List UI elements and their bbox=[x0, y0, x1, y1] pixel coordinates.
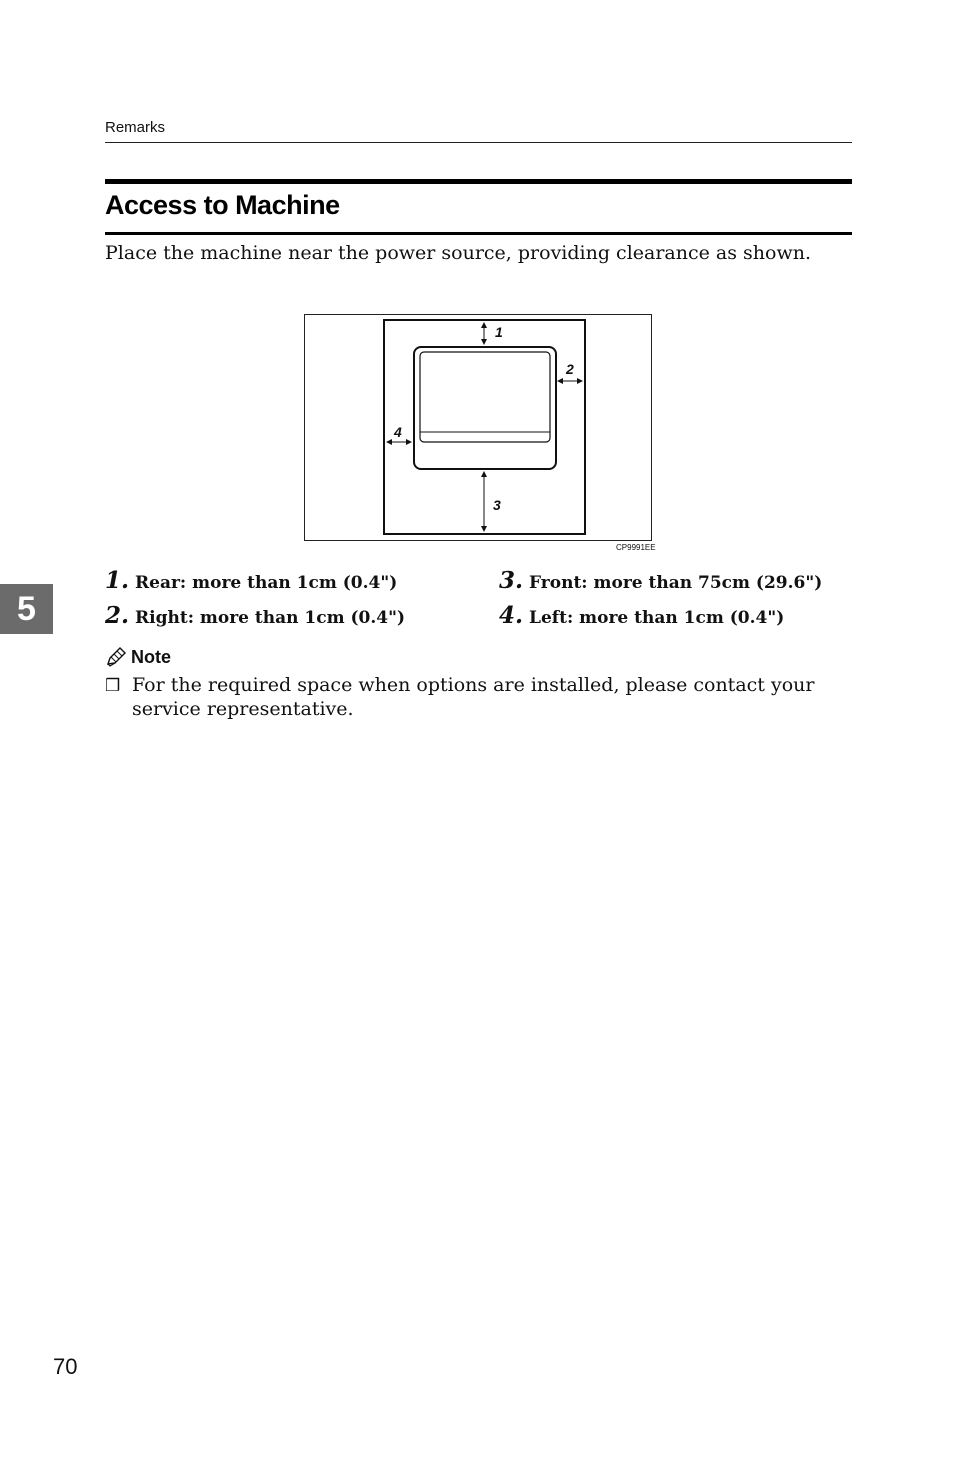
figure-code: CP9991EE bbox=[616, 543, 656, 552]
list-item bbox=[105, 602, 405, 629]
item-number: 4. bbox=[499, 602, 524, 629]
intro-paragraph: Place the machine near the power source, providing clearance as shown. bbox=[105, 242, 811, 264]
item-label: Rear: more than 1cm (0.4") bbox=[135, 573, 398, 593]
item-number: 2. bbox=[105, 602, 130, 629]
item-label: Right: more than 1cm (0.4") bbox=[135, 608, 406, 628]
item-number: 1. bbox=[105, 567, 130, 594]
note-heading bbox=[105, 646, 171, 668]
chapter-number: 5 bbox=[17, 589, 36, 628]
machine-outline bbox=[414, 347, 556, 469]
chapter-tab bbox=[0, 584, 53, 634]
list-item bbox=[105, 567, 397, 594]
figure-frame bbox=[305, 315, 652, 541]
callout-4: 4 bbox=[394, 424, 402, 440]
page-number: 70 bbox=[53, 1354, 78, 1379]
list-item bbox=[499, 567, 822, 594]
checkbox-bullet-icon: ❒ bbox=[105, 676, 121, 696]
header-rule bbox=[105, 142, 852, 143]
title-rule-top bbox=[105, 179, 852, 184]
title-rule-bottom bbox=[105, 232, 852, 235]
machine-top-panel bbox=[420, 352, 550, 442]
callout-1: 1 bbox=[495, 324, 503, 340]
clearance-diagram bbox=[304, 314, 652, 541]
item-number: 3. bbox=[499, 567, 524, 594]
callout-2: 2 bbox=[566, 361, 574, 377]
page-title: Access to Machine bbox=[105, 190, 340, 220]
item-label: Left: more than 1cm (0.4") bbox=[529, 608, 785, 628]
item-label: Front: more than 75cm (29.6") bbox=[529, 573, 823, 593]
pencil-icon bbox=[105, 646, 127, 668]
note-label: Note bbox=[131, 646, 171, 667]
note-text: For the required space when options are installed, please contact your service representative. bbox=[132, 674, 815, 720]
list-item bbox=[499, 602, 784, 629]
callout-3: 3 bbox=[493, 497, 501, 513]
section-header: Remarks bbox=[105, 119, 166, 136]
